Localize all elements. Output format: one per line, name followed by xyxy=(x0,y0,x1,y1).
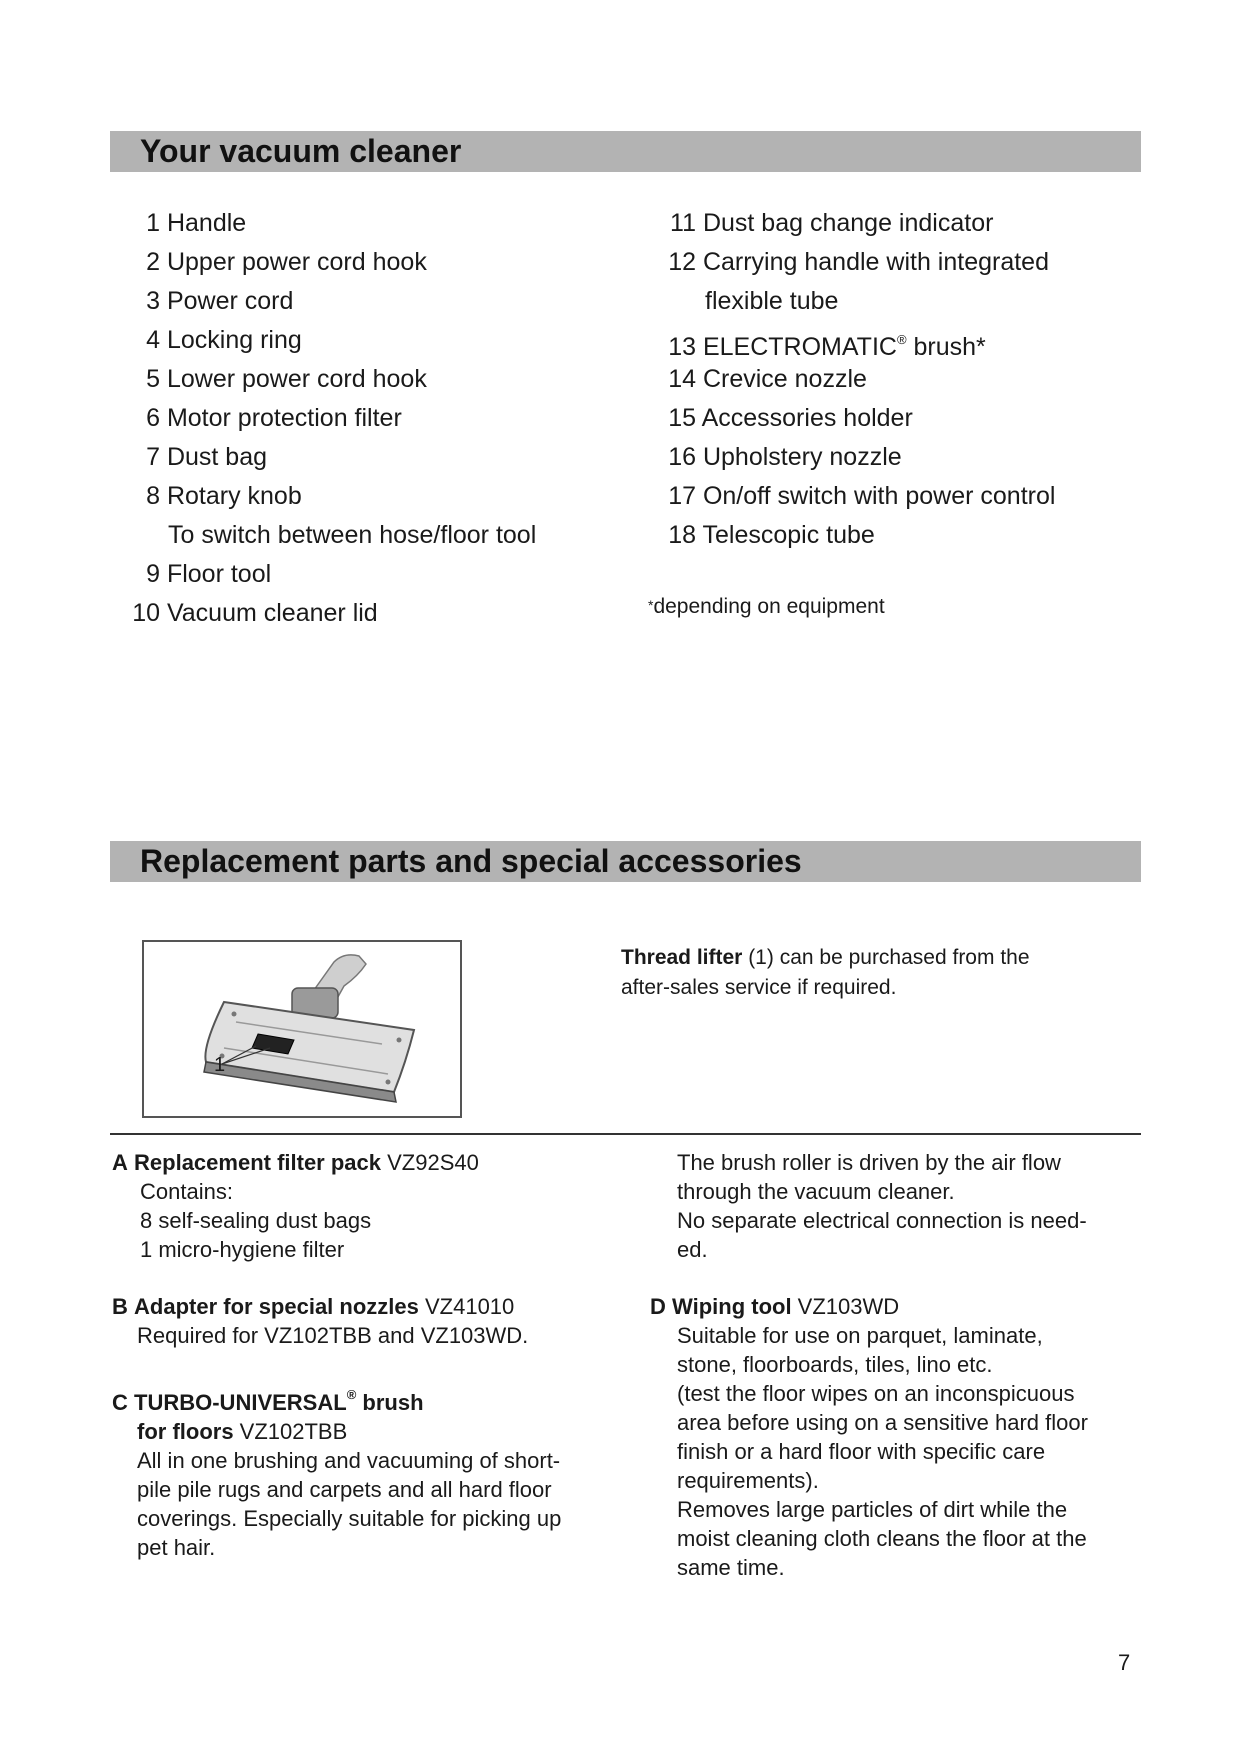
divider xyxy=(110,1133,1141,1135)
list-item: 4 Locking ring xyxy=(146,326,302,354)
accessory-b: B Adapter for special nozzles VZ41010 Required for VZ102TBB and VZ103WD. xyxy=(112,1294,529,1348)
list-item: 9 Floor tool xyxy=(146,560,272,588)
list-item: 14 Crevice nozzle xyxy=(668,365,867,393)
list-item: 3 Power cord xyxy=(146,287,294,315)
figure-callout-label: 1 xyxy=(214,1054,226,1076)
section-header-replacement-parts xyxy=(110,841,1141,882)
list-item: 10 Vacuum cleaner lid xyxy=(132,599,378,627)
section-title: Replacement parts and special accessories xyxy=(140,843,802,879)
footnote: *depending on equipment xyxy=(648,595,885,618)
list-item-subtext: flexible tube xyxy=(705,287,839,315)
list-item: 18 Telescopic tube xyxy=(668,521,875,549)
accessory-d: D Wiping tool VZ103WD Suitable for use on parquet, laminate, stone, floorboards, tiles, lino etc. (test the floor wipes on an inconspicuous area before using on a sensitive hard floor finish or a hard floor with specific care requirements). Removes large particles of dirt while the moist cleaning cloth cleans the floor at the same time. xyxy=(650,1294,1088,1580)
section-title: Your vacuum cleaner xyxy=(140,133,462,169)
list-item: 1 Handle xyxy=(146,209,247,237)
list-item: 8 Rotary knob xyxy=(146,482,302,510)
accessory-a: A Replacement filter pack VZ92S40 Contains: 8 self-sealing dust bags 1 micro-hygiene filter xyxy=(112,1150,479,1262)
section-header-your-vacuum-cleaner xyxy=(110,131,1141,172)
floor-tool-icon xyxy=(144,942,460,1116)
list-item: 13 ELECTROMATIC® brush* xyxy=(668,332,986,361)
list-item: 11 Dust bag change indicator xyxy=(670,209,994,237)
list-item: 15 Accessories holder xyxy=(668,404,913,432)
list-item-subtext: To switch between hose/floor tool xyxy=(168,521,537,549)
page-number: 7 xyxy=(1118,1650,1131,1675)
list-item: 17 On/off switch with power control xyxy=(668,482,1056,510)
list-item: 6 Motor protection filter xyxy=(146,404,402,432)
accessory-c: C TURBO-UNIVERSAL® brush for floors VZ102TBB All in one brushing and vacuuming of short- pile pile rugs and carpets and all hard floor coverings. Especially suitable for picking up pet hair. xyxy=(112,1387,562,1560)
accessory-c-continued: The brush roller is driven by the air flow through the vacuum cleaner. No separate electrical connection is need- ed. xyxy=(677,1150,1087,1262)
list-item: 5 Lower power cord hook xyxy=(146,365,427,393)
floor-tool-illustration xyxy=(142,940,462,1118)
thread-lifter-text: Thread lifter (1) can be purchased from the after-sales service if required. xyxy=(621,946,1030,999)
list-item: 12 Carrying handle with integrated xyxy=(668,248,1049,276)
list-item: 16 Upholstery nozzle xyxy=(668,443,902,471)
list-item: 7 Dust bag xyxy=(146,443,268,471)
list-item: 2 Upper power cord hook xyxy=(146,248,427,276)
